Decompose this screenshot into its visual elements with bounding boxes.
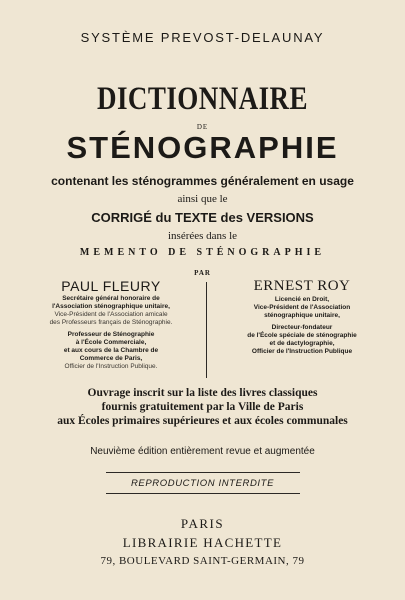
publisher-address: 79, BOULEVARD SAINT-GERMAIN, 79 bbox=[100, 555, 305, 567]
credential-line: et de dactylographie, bbox=[269, 340, 335, 347]
rule-bottom bbox=[106, 493, 300, 494]
credential-line: des Professeurs français de Sténographie. bbox=[49, 319, 173, 326]
rule-top bbox=[106, 472, 300, 473]
title-de: DE bbox=[196, 123, 209, 131]
credential-line: Directeur-fondateur bbox=[271, 324, 333, 331]
system-name: SYSTÈME PREVOST-DELAUNAY bbox=[80, 30, 325, 45]
publisher-name: LIBRAIRIE HACHETTE bbox=[122, 535, 283, 550]
credential-line: de l'École spéciale de sténographie bbox=[247, 332, 357, 339]
credential-line: Vice-Président de l'Association bbox=[253, 304, 351, 311]
author-name-roy: ERNEST ROY bbox=[253, 278, 351, 294]
notice-line-1: Ouvrage inscrit sur la liste des livres classiques bbox=[87, 387, 318, 399]
credential-line: Commerce de Paris, bbox=[79, 355, 143, 362]
edition-note: Neuvième édition entièrement revue et augmentée bbox=[90, 446, 315, 457]
notice-line-3: aux Écoles primaires supérieures et aux écoles communales bbox=[57, 415, 348, 427]
credential-line: à l'École Commerciale, bbox=[75, 339, 147, 346]
credential-line: sténographique unitaire, bbox=[264, 312, 340, 319]
authors-block bbox=[0, 278, 405, 378]
author-name-fleury: PAUL FLEURY bbox=[61, 278, 161, 294]
credential-line: Professeur de Sténographie bbox=[67, 331, 155, 338]
credential-line: et aux cours de la Chambre de bbox=[63, 347, 159, 354]
credential-line: l'Association sténographique unitaire, bbox=[52, 303, 170, 310]
subtitle-line-4: insérées dans le bbox=[167, 230, 238, 242]
credentials-fleury bbox=[18, 295, 204, 371]
author-roy bbox=[209, 278, 395, 356]
subtitle-line-3: CORRIGÉ du TEXTE des VERSIONS bbox=[91, 210, 314, 225]
credential-line: Vice-Président de l'Association amicale bbox=[54, 311, 168, 318]
author-divider bbox=[206, 282, 207, 378]
credential-line: Officier de l'Instruction Publique. bbox=[64, 363, 158, 370]
subtitle-line-1: contenant les sténogrammes généralement en usage bbox=[51, 174, 354, 188]
credentials-roy bbox=[209, 296, 395, 356]
credential-line: Officier de l'Instruction Publique bbox=[251, 348, 353, 355]
par-label: PAR bbox=[194, 269, 211, 277]
reproduction-notice: REPRODUCTION INTERDITE bbox=[130, 478, 275, 489]
publisher-city: PARIS bbox=[180, 516, 225, 531]
notice-line-2: fournis gratuitement par la Ville de Paris bbox=[101, 401, 304, 413]
credential-line: Licencié en Droit, bbox=[274, 296, 330, 303]
memento-title: MEMENTO DE STÉNOGRAPHIE bbox=[79, 247, 326, 258]
title-stenographie: STÉNOGRAPHIE bbox=[66, 130, 339, 165]
title-dictionnaire: DICTIONNAIRE bbox=[97, 81, 308, 117]
classroom-notice bbox=[0, 386, 405, 428]
subtitle-line-2: ainsi que le bbox=[177, 193, 228, 205]
credential-line: Secrétaire général honoraire de bbox=[62, 295, 160, 302]
author-fleury bbox=[18, 278, 204, 371]
